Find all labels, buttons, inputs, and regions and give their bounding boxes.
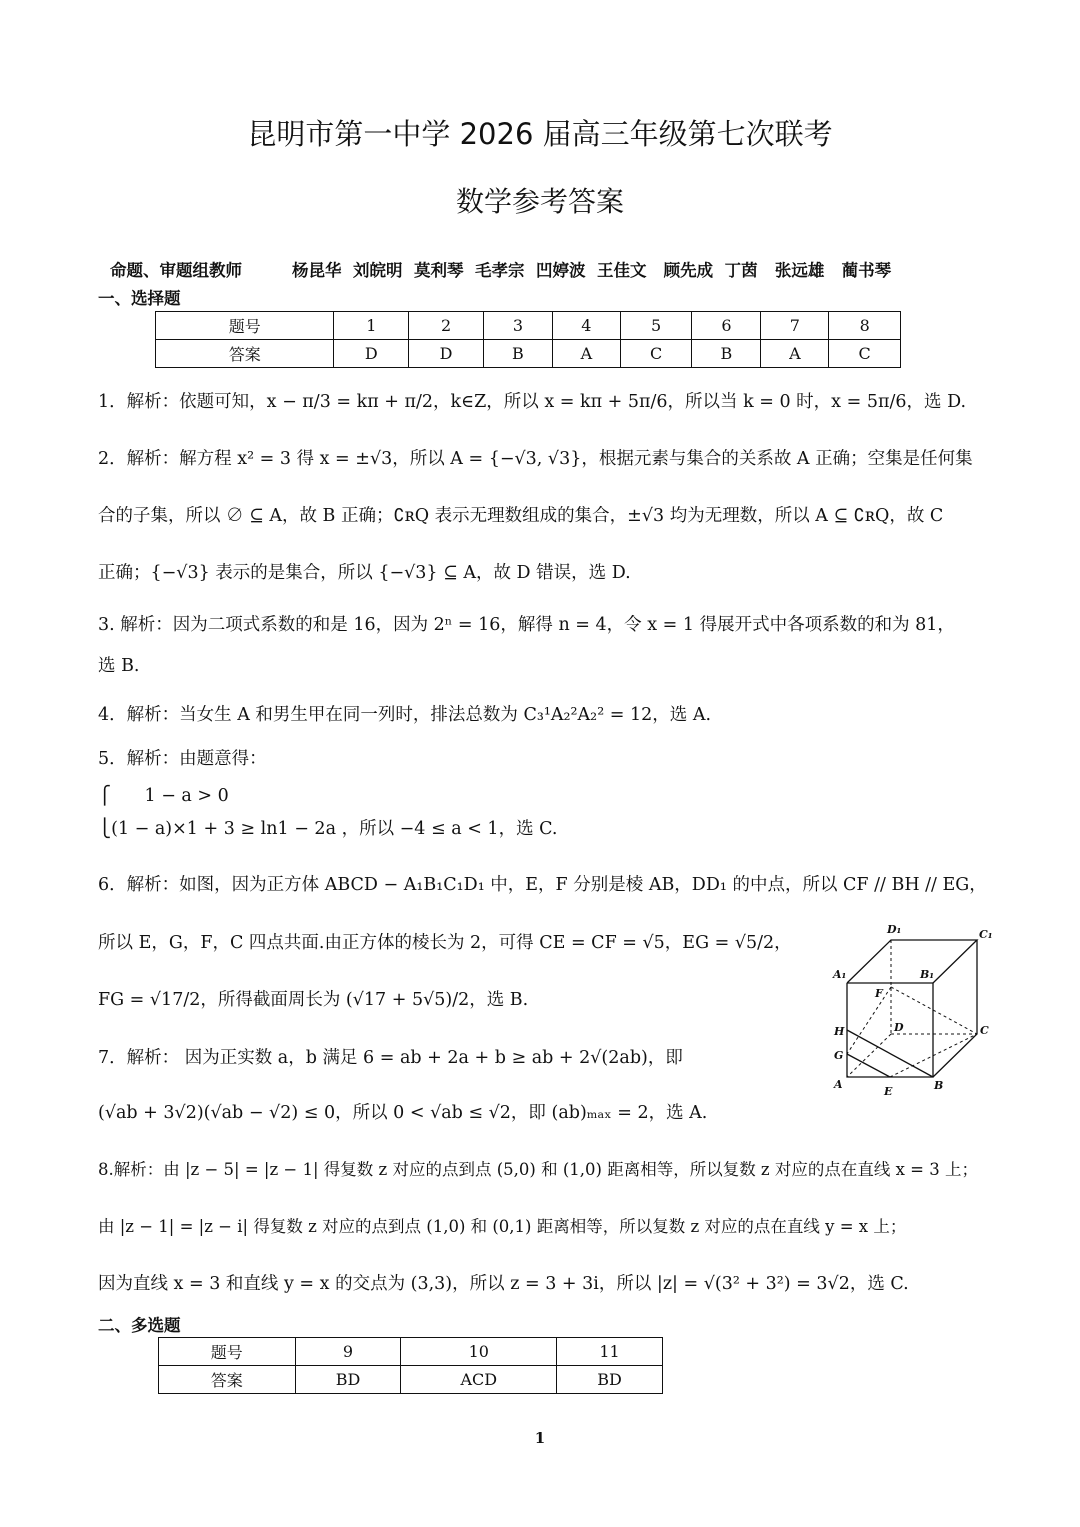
table-row [159, 1338, 663, 1366]
label-d1: D₁ [887, 923, 902, 936]
table-cell: 3 [483, 312, 552, 340]
solution-7-line-2: (√ab + 3√2)(√ab − √2) ≤ 0，所以 0 < √ab ≤ √2，即 (ab)ₘₐₓ = 2，选 A. [98, 1103, 708, 1123]
answer-table-1 [155, 311, 901, 368]
solution-6-line-3: FG = √17/2，所得截面周长为 (√17 + 5√5)/2，选 B. [98, 990, 529, 1010]
table-cell: C [620, 340, 692, 368]
table-cell: BD [295, 1366, 401, 1394]
table-cell: B [692, 340, 761, 368]
solution-2-line-3: 正确；{−√3} 表示的是集合，所以 {−√3} ⊆ A，故 D 错误，选 D. [98, 563, 631, 583]
table-cell: 5 [620, 312, 692, 340]
table-cell: 10 [401, 1338, 557, 1366]
cube-right-edges [933, 940, 977, 1077]
table-cell: 答案 [156, 340, 334, 368]
solution-6-line-1: 6．解析：如图，因为正方体 ABCD − A₁B₁C₁D₁ 中，E，F 分别是棱 AB，DD₁ 的中点，所以 CF // BH // EG， [98, 875, 987, 895]
solution-4: 4．解析：当女生 A 和男生甲在同一列时，排法总数为 C₃¹A₂²A₂² = 12，选 A. [98, 705, 712, 725]
label-d: D [894, 1021, 904, 1034]
table-cell: D [334, 340, 409, 368]
table-cell: 题号 [156, 312, 334, 340]
section-line-fg [847, 987, 891, 1054]
table-cell: 2 [409, 312, 484, 340]
solution-1: 1．解析：依题可知，x − π/3 = kπ + π/2，k∈Z，所以 x = kπ + 5π/6，所以当 k = 0 时，x = 5π/6，选 D. [98, 392, 967, 412]
solution-2-line-2: 合的子集，所以 ∅ ⊆ A，故 B 正确；∁ʀQ 表示无理数组成的集合，±√3 均为无理数，所以 A ⊆ ∁ʀQ，故 C [98, 506, 944, 526]
table-cell: 答案 [159, 1366, 296, 1394]
label-g: G [834, 1049, 844, 1062]
solution-2-line-1: 2．解析：解方程 x² = 3 得 x = ±√3，所以 A = {−√3, √3}，根据元素与集合的关系故 A 正确；空集是任何集 [98, 449, 973, 469]
solution-6-line-2: 所以 E，G，F，C 四点共面.由正方体的棱长为 2，可得 CE = CF = √5，EG = √5/2， [98, 933, 792, 953]
table-cell: B [483, 340, 552, 368]
label-c: C [980, 1024, 989, 1037]
section-line-ge [847, 1054, 890, 1077]
table-cell: C [829, 340, 901, 368]
solution-8-line-1: 8.解析：由 |z − 5| = |z − 1| 得复数 z 对应的点到点 (5,0) 和 (1,0) 距离相等，所以复数 z 对应的点在直线 x = 3 上； [98, 1160, 978, 1179]
teachers-names: 杨昆华 刘皖明 莫利琴 毛孝宗 凹婷波 王佳文 顾先成 丁茵 张远雄 蔺书琴 [292, 261, 892, 280]
label-f: F [875, 987, 883, 1000]
solution-3-line-2: 选 B. [98, 656, 140, 676]
table-cell: 9 [295, 1338, 401, 1366]
table-cell: A [552, 340, 620, 368]
table-row [156, 312, 901, 340]
solution-5-line-1: 5．解析：由题意得： [98, 749, 267, 769]
table-cell: D [409, 340, 484, 368]
label-e: E [884, 1085, 893, 1098]
section-line-hb [847, 1030, 933, 1077]
solution-5-system-1: ⎧ 1 − a > 0 [98, 786, 229, 806]
cube-top-edges [847, 940, 977, 983]
cube-front-face [847, 983, 933, 1077]
cube-figure [825, 915, 1005, 1105]
table-cell: 7 [761, 312, 829, 340]
table-cell: 1 [334, 312, 409, 340]
document-title: 昆明市第一中学 2026 届高三年级第七次联考 [247, 117, 833, 151]
label-h: H [834, 1025, 845, 1038]
section-title-multi: 二、多选题 [98, 1316, 181, 1335]
label-a1: A₁ [833, 968, 847, 981]
solution-7-line-1: 7．解析： 因为正实数 a，b 满足 6 = ab + 2a + b ≥ ab + 2√(2ab)，即 [98, 1048, 683, 1068]
solution-8-line-2: 由 |z − 1| = |z − i| 得复数 z 对应的点到点 (1,0) 和 (0,1) 距离相等，所以复数 z 对应的点在直线 y = x 上； [98, 1217, 907, 1236]
table-cell: 4 [552, 312, 620, 340]
section-line-fc [891, 987, 977, 1034]
label-a: A [834, 1078, 843, 1091]
table-row [156, 340, 901, 368]
page-number: 1 [534, 1429, 546, 1447]
solution-5-system-2: ⎩(1 − a)×1 + 3 ≥ ln1 − 2a ，所以 −4 ≤ a < 1，选 C. [98, 819, 558, 839]
document-subtitle: 数学参考答案 [455, 185, 624, 218]
solution-3-line-1: 3. 解析：因为二项式系数的和是 16，因为 2ⁿ = 16，解得 n = 4，令 x = 1 得展开式中各项系数的和为 81， [98, 615, 955, 635]
label-c1: C₁ [979, 928, 993, 941]
hidden-edge-da [847, 1034, 891, 1077]
label-b: B [934, 1079, 944, 1092]
table-cell: 8 [829, 312, 901, 340]
teachers-label: 命题、审题组教师 [110, 261, 242, 280]
table-cell: 题号 [159, 1338, 296, 1366]
table-cell: ACD [401, 1366, 557, 1394]
table-cell: BD [557, 1366, 663, 1394]
section-title-choice: 一、选择题 [98, 289, 181, 308]
table-row [159, 1366, 663, 1394]
table-cell: A [761, 340, 829, 368]
answer-table-2 [158, 1337, 663, 1394]
label-b1: B₁ [920, 968, 935, 981]
table-cell: 11 [557, 1338, 663, 1366]
table-cell: 6 [692, 312, 761, 340]
solution-8-line-3: 因为直线 x = 3 和直线 y = x 的交点为 (3,3)，所以 z = 3 + 3i，所以 |z| = √(3² + 3²) = 3√2，选 C. [98, 1274, 909, 1294]
